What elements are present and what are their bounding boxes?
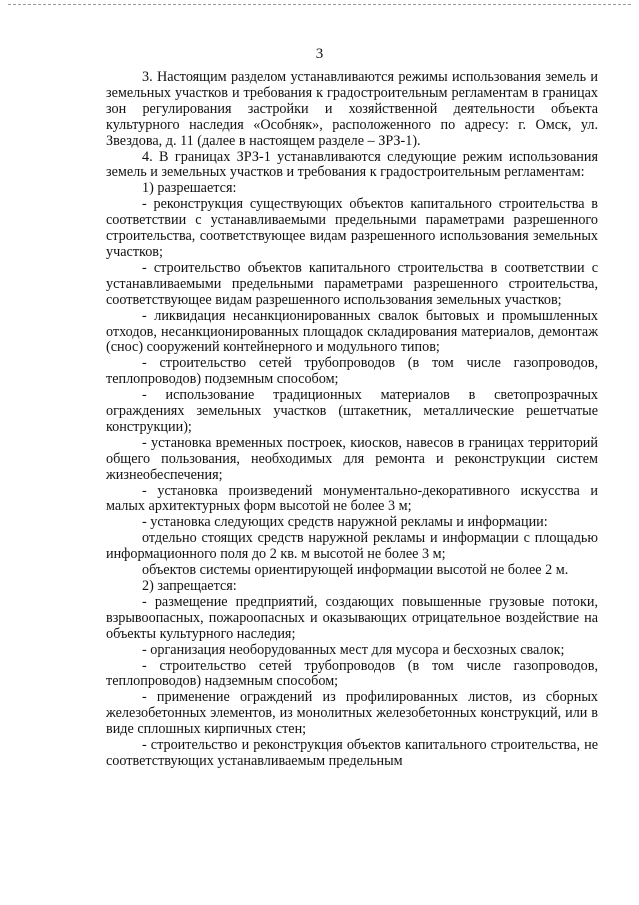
prohibited-item: - размещение предприятий, создающих повышенные грузовые потоки, взрывоопасных, пожароопасных и оказывающих отрицательное воздействие на объекты культурного наследия; [106, 593, 598, 642]
permitted-item: - ликвидация несанкционированных свалок бытовых и промышленных отходов, несанкционированных площадок складирования материалов, демонтаж (снос) сооружений контейнерного и модульного типов; [106, 307, 598, 356]
permitted-heading: 1) разрешается: [142, 180, 237, 197]
permitted-item: - строительство сетей трубопроводов (в том числе газопроводов, теплопроводов) подземным способом; [106, 355, 598, 388]
document-body [106, 70, 598, 770]
advertising-subitem: объектов системы ориентирующей информации высотой не более 2 м. [142, 562, 569, 579]
prohibited-item: - организация необорудованных мест для мусора и бесхозных свалок; [142, 641, 565, 658]
permitted-item: - строительство объектов капитального строительства в соответствии с устанавливаемыми предельными параметрами разрешенного строительства, соответствующее видам разрешенного использования земельных участков; [106, 259, 598, 308]
permitted-item: - установка следующих средств наружной рекламы и информации: [142, 514, 548, 531]
page-number: 3 [315, 46, 324, 62]
prohibited-heading: 2) запрещается: [142, 578, 237, 594]
prohibited-item: - строительство и реконструкция объектов капитального строительства, не соответствующих устанавливаемым предельным [106, 737, 598, 769]
permitted-item: - установка временных построек, киосков, навесов в границах территорий общего пользования, необходимых для ремонта и реконструкции систем жизнеобеспечения; [106, 434, 598, 483]
prohibited-item: - строительство сетей трубопроводов (в том числе газопроводов, теплопроводов) надземным способом; [106, 657, 598, 690]
advertising-subitem: отдельно стоящих средств наружной рекламы и информации с площадью информационного поля до 2 кв. м высотой не более 3 м; [106, 530, 598, 563]
permitted-item: - установка произведений монументально-декоративного искусства и малых архитектурных форм высотой не более 3 м; [106, 482, 598, 515]
prohibited-item: - применение ограждений из профилированных листов, из сборных железобетонных элементов, из монолитных железобетонных конструкций, или в виде сплошных кирпичных стен; [106, 689, 598, 738]
paragraph-section-3: 3. Настоящим разделом устанавливаются режимы использования земель и земельных участков и требования к градостроительным регламентам в границах зон регулирования застройки и хозяйственной деятельности объекта культурного наследия «Особняк», расположенного по адресу: г. Омск, ул. Звездова, д. 11 (далее в настоящем разделе – ЗРЗ-1). [106, 69, 598, 149]
permitted-item: - использование традиционных материалов в светопрозрачных ограждениях земельных участков (штакетник, металлические решетчатые конструкции); [106, 387, 598, 435]
permitted-item: - реконструкция существующих объектов капитального строительства в соответствии с устанавливаемыми предельными параметрами разрешенного строительства, соответствующее видам разрешенного использования земельных участков; [106, 196, 598, 260]
top-border-line [8, 4, 631, 5]
paragraph-section-4: 4. В границах ЗРЗ-1 устанавливаются следующие режим использования земель и земельных участков и требования к градостроительным регламентам: [106, 148, 598, 181]
